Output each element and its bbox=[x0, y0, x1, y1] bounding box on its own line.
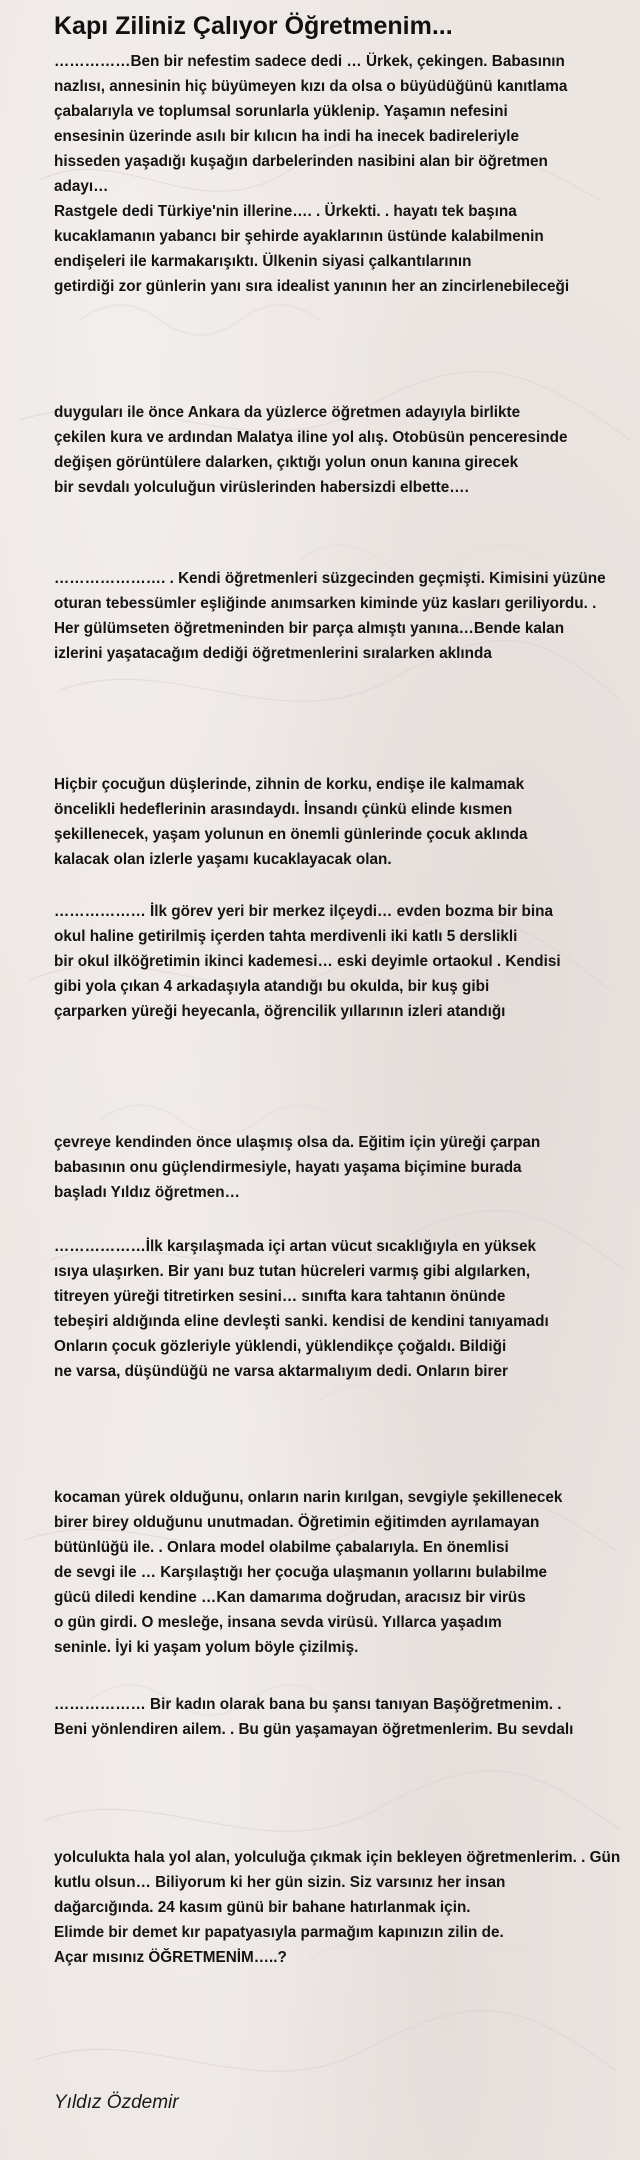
paragraph-5 bbox=[54, 899, 561, 1024]
text-line: çevreye kendinden önce ulaşmış olsa da. Eğitim için yüreği çarpan bbox=[54, 1134, 541, 1151]
text-line: adayı… bbox=[54, 178, 109, 195]
text-line: oturan tebessümler eşliğinde anımsarken kiminde yüz kasları geriliyordu. . bbox=[54, 595, 597, 612]
text-line: ne varsa, düşündüğü ne varsa aktarmalıyım dedi. Onların birer bbox=[54, 1363, 508, 1380]
text-line: Onların çocuk gözleriyle yüklendi, yüklendikçe çoğaldı. Bildiği bbox=[54, 1338, 507, 1355]
text-line: kalacak olan izlerle yaşamı kucaklayacak olan. bbox=[54, 851, 392, 868]
text-line: bir okul ilköğretimin ikinci kademesi… eski deyimle ortaokul . Kendisi bbox=[54, 953, 561, 970]
poem-title: Kapı Ziliniz Çalıyor Öğretmenim... bbox=[54, 12, 453, 40]
text-line: şekillenecek, yaşam yolunun en önemli günlerinde çocuk aklında bbox=[54, 826, 528, 843]
text-line: Hiçbir çocuğun düşlerinde, zihnin de korku, endişe ile kalmamak bbox=[54, 776, 525, 793]
text-line: …………………. . Kendi öğretmenleri süzgecinden geçmişti. Kimisini yüzüne bbox=[54, 570, 606, 587]
text-line: başladı Yıldız öğretmen… bbox=[54, 1184, 240, 1201]
text-line: Açar mısınız ÖĞRETMENİM…..? bbox=[54, 1949, 287, 1966]
text-line: yolculukta hala yol alan, yolculuğa çıkmak için bekleyen öğretmenlerim. . Gün bbox=[54, 1849, 621, 1866]
text-line: kucaklamanın yabancı bir şehirde ayaklarının üstünde kalabilmenin bbox=[54, 228, 544, 245]
text-line: ensesinin üzerinde asılı bir kılıcın ha indi ha inecek badireleriyle bbox=[54, 128, 520, 145]
text-line: ……………Ben bir nefestim sadece dedi … Ürkek, çekingen. Babasının bbox=[54, 53, 565, 70]
paragraph-1 bbox=[54, 49, 569, 299]
paragraph-8 bbox=[54, 1485, 562, 1660]
author-signature: Yıldız Özdemir bbox=[54, 2092, 179, 2113]
text-line: ……………… Bir kadın olarak bana bu şansı tanıyan Başöğretmenim. . bbox=[54, 1696, 562, 1713]
text-line: değişen görüntülere dalarken, çıktığı yolun onun kanına girecek bbox=[54, 454, 519, 471]
text-line: Her gülümseten öğretmeninden bir parça almıştı yanına…Bende kalan bbox=[54, 620, 565, 637]
text-line: seninle. İyi ki yaşam yolum böyle çizilmiş. bbox=[54, 1639, 359, 1656]
text-line: Elimde bir demet kır papatyasıyla parmağım kapınızın zilin de. bbox=[54, 1924, 504, 1941]
text-line: babasının onu güçlendirmesiyle, hayatı yaşama biçimine burada bbox=[54, 1159, 522, 1176]
text-line: gibi yola çıkan 4 arkadaşıyla atandığı bu okulda, bir kuş gibi bbox=[54, 978, 490, 995]
paragraph-3 bbox=[54, 566, 606, 666]
text-line: çabalarıyla ve toplumsal sorunlarla yüklenip. Yaşamın nefesini bbox=[54, 103, 508, 120]
paragraph-2 bbox=[54, 400, 567, 500]
text-line: dağarcığında. 24 kasım günü bir bahane hatırlanmak için. bbox=[54, 1899, 471, 1916]
text-line: de sevgi ile … Karşılaştığı her çocuğa ulaşmanın yollarını bulabilme bbox=[54, 1564, 548, 1581]
text-line: Rastgele dedi Türkiye'nin illerine…. . Ürkekti. . hayatı tek başına bbox=[54, 203, 517, 220]
text-line: izlerini yaşatacağım dediği öğretmenlerini sıralarken aklında bbox=[54, 645, 492, 662]
text-line: çarparken yüreği heyecanla, öğrencilik yıllarının izleri atandığı bbox=[54, 1003, 506, 1020]
text-line: endişeleri ile karmakarışıktı. Ülkenin siyasi çalkantılarının bbox=[54, 253, 472, 270]
text-line: gücü diledi kendine …Kan damarıma doğrudan, aracısız bir virüs bbox=[54, 1589, 526, 1606]
text-line: bir sevdalı yolculuğun virüslerinden habersizdi elbette…. bbox=[54, 479, 469, 496]
text-line: ………………İlk karşılaşmada içi artan vücut sıcaklığıyla en yüksek bbox=[54, 1238, 537, 1255]
text-line: titreyen yüreği titretirken sesini… sınıfta kara tahtanın önünde bbox=[54, 1288, 506, 1305]
text-line: kutlu olsun… Biliyorum ki her gün sizin. Siz varsınız her insan bbox=[54, 1874, 506, 1891]
paragraph-10 bbox=[54, 1845, 620, 1970]
text-line: Beni yönlendiren ailem. . Bu gün yaşamayan öğretmenlerim. Bu sevdalı bbox=[54, 1721, 574, 1738]
text-line: ……………… İlk görev yeri bir merkez ilçeydi… evden bozma bir bina bbox=[54, 903, 553, 920]
text-line: çekilen kura ve ardından Malatya iline yol alış. Otobüsün penceresinde bbox=[54, 429, 568, 446]
paragraph-4 bbox=[54, 772, 528, 872]
text-line: duyguları ile önce Ankara da yüzlerce öğretmen adayıyla birlikte bbox=[54, 404, 521, 421]
paragraph-7 bbox=[54, 1234, 549, 1384]
text-line: o gün girdi. O mesleğe, insana sevda virüsü. Yıllarca yaşadım bbox=[54, 1614, 502, 1631]
text-line: okul haline getirilmiş içerden tahta merdivenli iki katlı 5 derslikli bbox=[54, 928, 518, 945]
paragraph-6 bbox=[54, 1130, 540, 1205]
text-line: getirdiği zor günlerin yanı sıra idealist yanının her an zincirlenebileceği bbox=[54, 278, 570, 295]
text-line: hisseden yaşadığı kuşağın darbelerinden nasibini alan bir öğretmen bbox=[54, 153, 548, 170]
text-line: öncelikli hedeflerinin arasındaydı. İnsandı çünkü elinde kısmen bbox=[54, 801, 513, 818]
paragraph-9 bbox=[54, 1692, 573, 1742]
text-line: tebeşiri aldığında eline devleşti sanki. kendisi de kendini tanıyamadı bbox=[54, 1313, 549, 1330]
text-line: bütünlüğü ile. . Onlara model olabilme çabalarıyla. En önemlisi bbox=[54, 1539, 509, 1556]
text-line: ısıya ulaşırken. Bir yanı buz tutan hücreleri varmış gibi algılarken, bbox=[54, 1263, 531, 1280]
text-line: kocaman yürek olduğunu, onların narin kırılgan, sevgiyle şekillenecek bbox=[54, 1489, 563, 1506]
text-line: birer birey olduğunu unutmadan. Öğretimin eğitimden ayrılamayan bbox=[54, 1514, 540, 1531]
text-line: nazlısı, annesinin hiç büyümeyen kızı da olsa o büyüdüğünü kanıtlama bbox=[54, 78, 568, 95]
